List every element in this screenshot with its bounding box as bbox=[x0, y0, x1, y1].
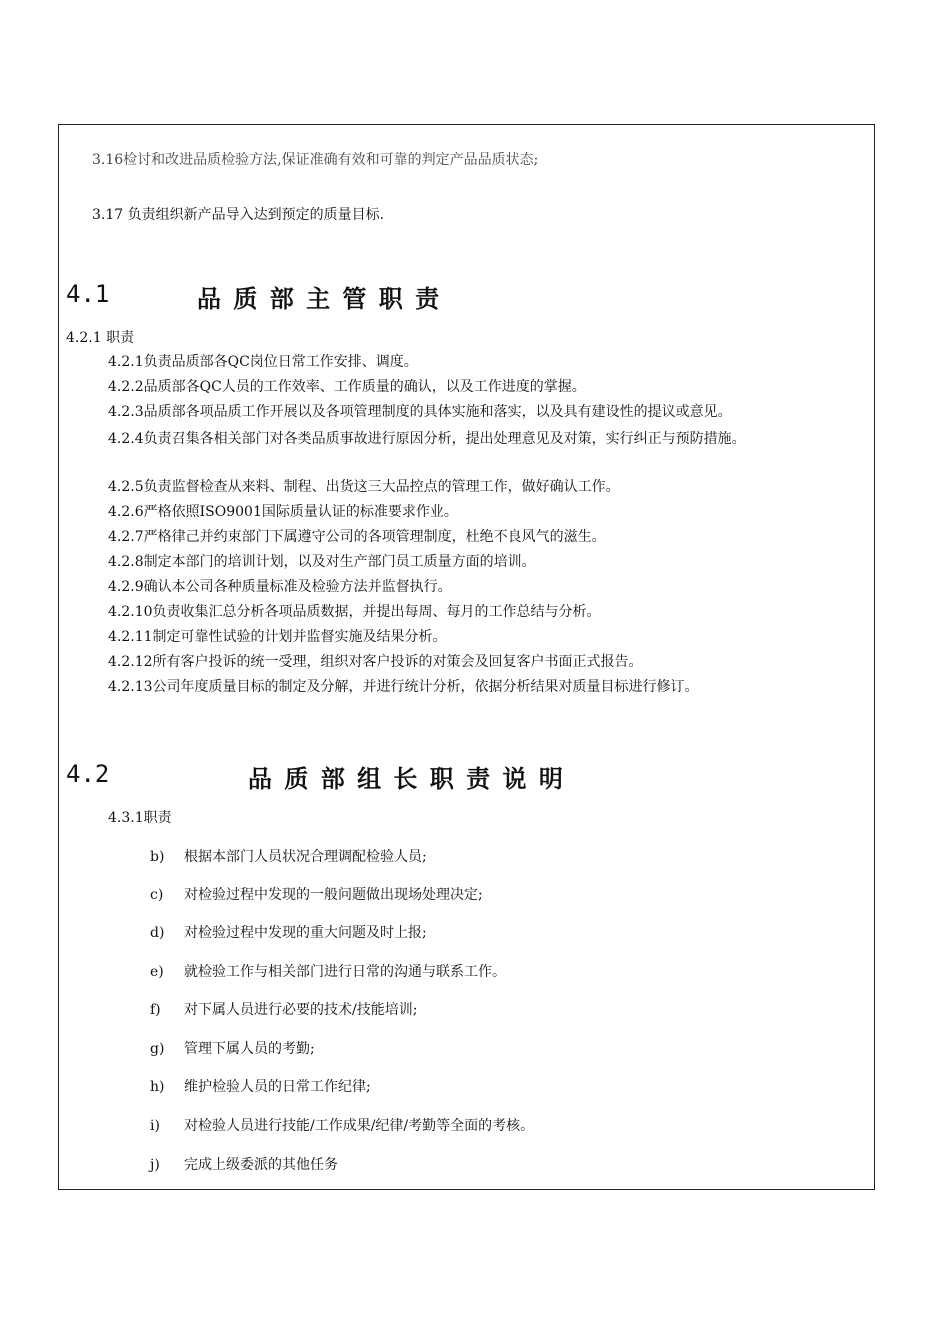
section-4-2-title: 品 质 部 组 长 职 责 说 明 bbox=[248, 764, 565, 793]
list-marker: b) bbox=[150, 849, 165, 865]
list-item: 4.2.1负责品质部各QC岗位日常工作安排、调度。 bbox=[108, 354, 418, 370]
item-3-17: 3.17 负责组织新产品导入达到预定的质量目标. bbox=[92, 207, 385, 223]
list-item: 4.2.8制定本部门的培训计划，以及对生产部门员工质量方面的培训。 bbox=[108, 554, 536, 570]
list-item: 对检验过程中发现的一般问题做出现场处理决定; bbox=[184, 887, 483, 903]
list-item: 完成上级委派的其他任务 bbox=[184, 1157, 338, 1173]
list-item: 对检验人员进行技能/工作成果/纪律/考勤等全面的考核。 bbox=[184, 1118, 535, 1134]
list-marker: i) bbox=[150, 1118, 160, 1134]
section-4-1-number: 4.1 bbox=[66, 280, 110, 308]
list-item: 4.2.4负责召集各相关部门对各类品质事故进行原因分析，提出处理意见及对策，实行纠正与预防措施。 bbox=[108, 431, 746, 447]
list-marker: j) bbox=[150, 1157, 160, 1173]
section-4-1-subheading: 4.2.1 职责 bbox=[66, 330, 135, 346]
list-marker: c) bbox=[150, 887, 164, 903]
list-item: 对下属人员进行必要的技术/技能培训; bbox=[184, 1002, 418, 1018]
list-item: 4.2.9确认本公司各种质量标准及检验方法并监督执行。 bbox=[108, 579, 452, 595]
section-4-1-title: 品 质 部 主 管 职 责 bbox=[197, 284, 442, 313]
list-marker: f) bbox=[150, 1002, 161, 1018]
list-item: 4.2.13公司年度质量目标的制定及分解，并进行统计分析，依据分析结果对质量目标进行修订。 bbox=[108, 679, 699, 695]
list-item: 管理下属人员的考勤; bbox=[184, 1041, 315, 1057]
list-item: 根据本部门人员状况合理调配检验人员; bbox=[184, 849, 427, 865]
list-item: 4.2.6严格依照ISO9001国际质量认证的标准要求作业。 bbox=[108, 504, 458, 520]
list-item: 4.2.2品质部各QC人员的工作效率、工作质量的确认，以及工作进度的掌握。 bbox=[108, 379, 586, 395]
list-item: 4.2.12所有客户投诉的统一受理，组织对客户投诉的对策会及回复客户书面正式报告。 bbox=[108, 654, 643, 670]
list-marker: d) bbox=[150, 925, 165, 941]
list-item: 就检验工作与相关部门进行日常的沟通与联系工作。 bbox=[184, 964, 506, 980]
list-marker: h) bbox=[150, 1079, 165, 1095]
list-marker: e) bbox=[150, 964, 164, 980]
list-item: 对检验过程中发现的重大问题及时上报; bbox=[184, 925, 427, 941]
list-marker: g) bbox=[150, 1041, 165, 1057]
list-item: 4.2.11制定可靠性试验的计划并监督实施及结果分析。 bbox=[108, 629, 447, 645]
list-item: 4.2.3品质部各项品质工作开展以及各项管理制度的具体实施和落实，以及具有建设性的提议或意见。 bbox=[108, 404, 732, 420]
item-3-16: 3.16检讨和改进品质检验方法,保证准确有效和可靠的判定产品品质状态; bbox=[92, 152, 539, 168]
list-item: 4.2.7严格律己并约束部门下属遵守公司的各项管理制度，杜绝不良风气的滋生。 bbox=[108, 529, 606, 545]
list-item: 4.2.10负责收集汇总分析各项品质数据，并提出每周、每月的工作总结与分析。 bbox=[108, 604, 601, 620]
list-item: 4.2.5负责监督检查从来料、制程、出货这三大品控点的管理工作，做好确认工作。 bbox=[108, 479, 620, 495]
list-item: 维护检验人员的日常工作纪律; bbox=[184, 1079, 371, 1095]
section-4-2-number: 4.2 bbox=[66, 760, 110, 788]
section-4-2-subheading: 4.3.1职责 bbox=[108, 810, 172, 826]
